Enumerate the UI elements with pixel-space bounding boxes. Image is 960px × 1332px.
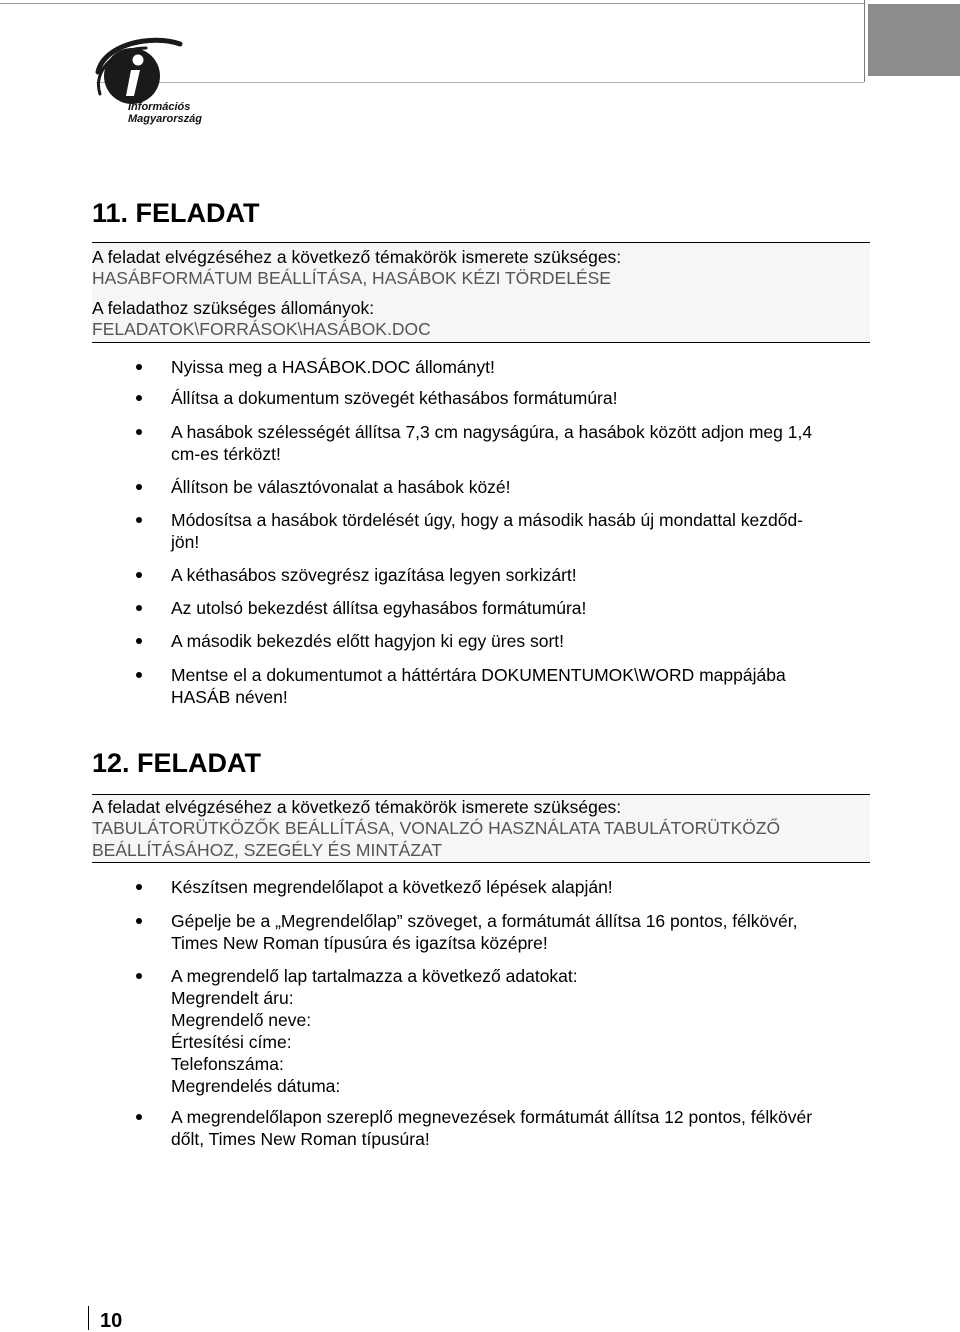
bullet bbox=[136, 884, 142, 890]
logo-text-line: Magyarország bbox=[128, 113, 202, 125]
list-item-text: HASÁB néven! bbox=[171, 687, 288, 707]
list-item-text: Állítsa a dokumentum szövegét kéthasábos formátumúra! bbox=[171, 388, 618, 408]
bullet bbox=[136, 484, 142, 490]
files-line: A feladathoz szükséges állományok: bbox=[92, 298, 375, 318]
list-item-text: Nyissa meg a HASÁBOK.DOC állományt! bbox=[171, 357, 495, 377]
list-item-text: A hasábok szélességét állítsa 7,3 cm nagyságúra, a hasábok között adjon meg 1,4 bbox=[171, 422, 813, 442]
requirements-line: A feladat elvégzéséhez a következő témakörök ismerete szükséges: bbox=[92, 797, 622, 817]
list-item-text: Megrendelő neve: bbox=[171, 1010, 312, 1030]
footer-rule bbox=[88, 1306, 89, 1330]
header-rule-vertical bbox=[864, 0, 865, 82]
list-item-text: A megrendelő lap tartalmazza a következő adatokat: bbox=[171, 966, 578, 986]
list-item-text: Módosítsa a hasábok tördelését úgy, hogy a második hasáb új mondattal kezdőd- bbox=[171, 510, 803, 530]
header-corner-block bbox=[868, 4, 960, 76]
bullet bbox=[136, 517, 142, 523]
list-item-text: jön! bbox=[171, 532, 200, 552]
list-item-text: Megrendelt áru: bbox=[171, 988, 294, 1008]
list-item-text: A kéthasábos szövegrész igazítása legyen sorkizárt! bbox=[171, 565, 577, 585]
files-path: FELADATOK\FORRÁSOK\HASÁBOK.DOC bbox=[92, 319, 431, 339]
bullet bbox=[136, 1114, 142, 1120]
list-item-text: Telefonszáma: bbox=[171, 1054, 284, 1074]
bullet bbox=[136, 429, 142, 435]
header-rule-top bbox=[0, 3, 864, 4]
task-11-requirements-box bbox=[92, 242, 870, 343]
list-item-text: Az utolsó bekezdést állítsa egyhasábos formátumúra! bbox=[171, 598, 587, 618]
list-item-text: Készítsen megrendelőlapot a következő lépések alapján! bbox=[171, 877, 613, 897]
logo-text-line: Információs bbox=[128, 101, 191, 113]
requirements-topics: BEÁLLÍTÁSÁHOZ, SZEGÉLY ÉS MINTÁZAT bbox=[92, 840, 443, 860]
task-11-title: 11. FELADAT bbox=[92, 198, 260, 228]
list-item-text: Mentse el a dokumentumot a háttértára DOKUMENTUMOK\WORD mappájába bbox=[171, 665, 786, 685]
page-number: 10 bbox=[100, 1310, 123, 1332]
requirements-topics: TABULÁTORÜTKÖZŐK BEÁLLÍTÁSA, VONALZÓ HASZNÁLATA TABULÁTORÜTKÖZŐ bbox=[92, 818, 781, 838]
bullet bbox=[136, 638, 142, 644]
list-item-text: Állítson be választóvonalat a hasábok közé! bbox=[171, 477, 511, 497]
bullet bbox=[136, 672, 142, 678]
list-item-text: Megrendelés dátuma: bbox=[171, 1076, 341, 1096]
list-item-text: A megrendelőlapon szereplő megnevezések formátumát állítsa 12 pontos, félkövér bbox=[171, 1107, 813, 1127]
list-item-text: cm-es térközt! bbox=[171, 444, 281, 464]
list-item-text: Értesítési címe: bbox=[171, 1032, 292, 1052]
bullet bbox=[136, 918, 142, 924]
bullet bbox=[136, 605, 142, 611]
list-item-text: A második bekezdés előtt hagyjon ki egy üres sort! bbox=[171, 631, 564, 651]
bullet bbox=[136, 973, 142, 979]
bullet bbox=[136, 395, 142, 401]
list-item-text: Times New Roman típusúra és igazítsa középre! bbox=[171, 933, 548, 953]
logo-text bbox=[128, 101, 202, 125]
task-12-title: 12. FELADAT bbox=[92, 748, 262, 778]
list-item-text: Gépelje be a „Megrendelőlap” szöveget, a formátumát állítsa 16 pontos, félkövér, bbox=[171, 911, 798, 931]
bullet bbox=[136, 364, 142, 370]
bullet bbox=[136, 572, 142, 578]
task-12-requirements-box bbox=[92, 794, 870, 863]
list-item-text: dőlt, Times New Roman típusúra! bbox=[171, 1129, 430, 1149]
requirements-topics: HASÁBFORMÁTUM BEÁLLÍTÁSA, HASÁBOK KÉZI TÖRDELÉSE bbox=[92, 268, 611, 288]
requirements-line: A feladat elvégzéséhez a következő témakörök ismerete szükséges: bbox=[92, 247, 622, 267]
